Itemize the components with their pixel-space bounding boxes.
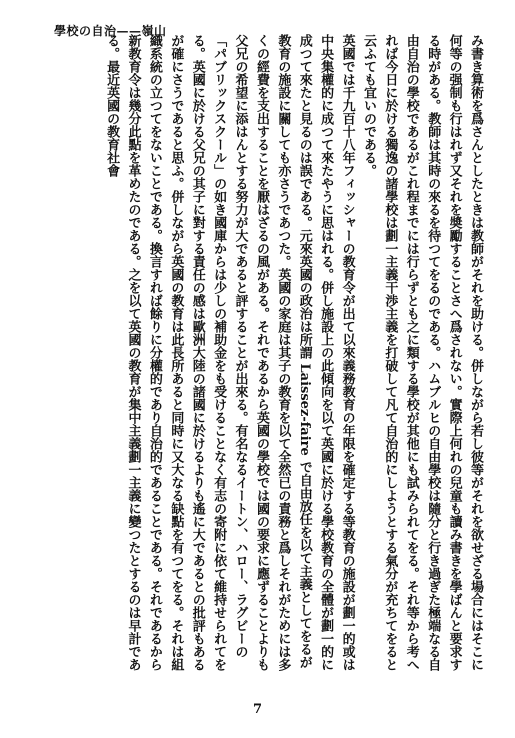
body-text	[58, 34, 486, 674]
paragraph: 英國では千九百十八年フィッシャーの教育令が出て以來義務教育の年限を確定する等教育の施設が劃一的或は中央集權的に成つて來たやうに思はれる。併し施設上の此傾向を以て英國に於ける學校教育の全體が劃一的に成つて來たと見るのは誤である。元來英國の政治は所謂 Laissez-faire で自由放任を以て主義としてをるが教育の施設に關しても亦さうであつた。英國の家庭は其子の教育を以て全然已の責務と爲しそれがためには多くの經費を支出することを厭はざるの風がある。それであるから英國の學校では國の要求に應ずることよりも父兄の希望に添はんとする努力が大であると評することが出來る。有名なるイートン、ハロー、ラグビーの「パブリックスクール」の如き國庫からは少しの補助金をも受けることなく有志の寄附に依て維持せられてをる。英國に於ける父兄の其子に對する責任の感は歐洲大陸の諸國に於けるよりも遙に大であるとの批評もあるが確にさうであると思ふ。併しながら英國の教育は此長所あると同時に又大なる缺點を有つてをる。それは組織系統の立つてをないことである。換言すれば餘りに分權的であり自治的であることである。それであるから新教育令は幾分此點を革めたのである。之を以て英國の教育が集中主義劃一主義に變つたとするのは早計である。最近英國の教育社會	[104, 34, 355, 671]
paragraph: み書き算術を爲さんとしたときは教師がそれを助ける。併しながら若し彼等がそれを欲せざる場合にはそこに何等の强制も行はれず又それを奬勵することさへ爲されない。實際上何れの兒童も讀み書きを學ばんと要求する時がある。教師は其時の來るを待つてをるのである。ハムブルヒの自由學校は隨分と行き過ぎた極端なる自由自治の學校であるがこれ程までには行らずとも之に類する學校が其他にも試みられてをる。それ等から考へれば今日に於ける獨逸の諸學校は劃一主義干渉主義を打破して凡て自治的にしようとする氣分が充ちてをると云ふても宜いのである。	[360, 34, 483, 671]
page-number: 7	[252, 702, 263, 717]
running-head: 學校の自治——嶺山	[54, 24, 167, 38]
